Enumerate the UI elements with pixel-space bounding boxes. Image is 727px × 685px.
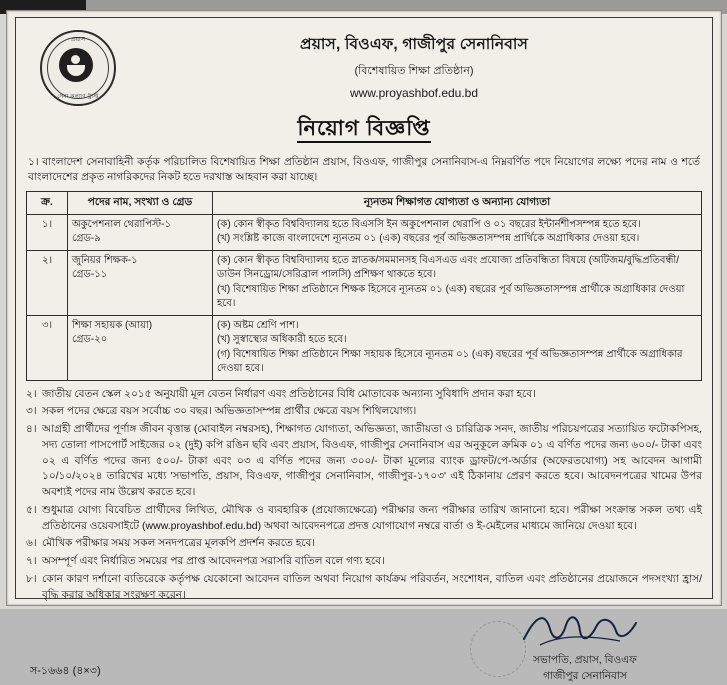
- list-item: [26, 422, 702, 501]
- list-item: [26, 572, 702, 604]
- signature-block: [26, 611, 702, 685]
- signatory-designation: সভাপতি, প্রয়াস, বিওএফ: [533, 654, 637, 667]
- row3-qual-b: (খ) সুস্বাস্থ্যের অধিকারী হতে হবে।: [217, 334, 347, 346]
- table-header-row: [27, 192, 702, 214]
- col-serial: ক্র.: [27, 192, 68, 214]
- row2-post-line2: গ্রেড-১১: [72, 269, 108, 281]
- clause-7-number: ৭।: [26, 555, 37, 568]
- signatory-place: গাজীপুর সেনানিবাস: [543, 670, 627, 683]
- row3-serial: ৩।: [27, 315, 68, 380]
- list-item: [26, 404, 702, 420]
- intro-paragraph: ১। বাংলাদেশ সেনাবাহিনী কর্তৃক পরিচালিত বিশেষায়িত শিক্ষা প্রতিষ্ঠান প্রয়াস, বিওএফ, গাজীপুর সেনানিবাস-এ নিম্নবর্ণিত পদে নিয়োগের লক্ষ্যে পদের নাম ও শর্তে বাংলাদেশের প্রকৃত নাগরিকদের নিকট হতে দরখাস্ত আহবান করা যাচ্ছে।: [28, 156, 700, 184]
- row2-post: [68, 250, 213, 315]
- letterhead: [26, 24, 702, 110]
- notice-title-wrap: [26, 112, 702, 147]
- clause-6-text: মৌখিক পরীক্ষার সময় সকল সনদপত্রের মূলকপি প্রদর্শন করতে হবে।: [42, 537, 316, 550]
- institution-logo-icon: [40, 30, 116, 106]
- row3-post-line1: শিক্ষা সহায়ক (আয়া): [72, 319, 153, 331]
- notice-border-box: [15, 17, 713, 683]
- posts-table: [26, 191, 702, 380]
- row3-qual-c: (গ) বিশেষায়িত শিক্ষা প্রতিষ্ঠানে শিক্ষা সহায়ক হিসেবে ন্যূনতম ০১ (এক) বছরের পূর্ব অভিজ্ঞতাসম্পন্ন প্রার্থীকে অগ্রাধিকার দেওয়া হবে।: [217, 348, 683, 375]
- logo-bottom-text: সেনা কল্যাণ ট্রাস্ট: [57, 94, 99, 100]
- list-item: [26, 554, 702, 570]
- clause-2-text: জাতীয় বেতন স্কেল ২০১৫ অনুযায়ী মূল বেতন নির্ধারণ এবং প্রতিষ্ঠানের বিধি মোতাবেক অন্যান্য সুবিধাদি প্রদান করা হবে।: [42, 387, 536, 400]
- organization-subtitle: (বিশেষায়িত শিক্ষা প্রতিষ্ঠান): [354, 65, 474, 77]
- row1-qualification: [213, 214, 702, 250]
- row3-qualification: [213, 315, 702, 380]
- col-qualification: ন্যূনতম শিক্ষাগত যোগ্যতা ও অন্যান্য যোগ্যতা: [213, 192, 702, 214]
- clause-3-number: ৩।: [26, 405, 37, 418]
- paper-sheet: [6, 10, 722, 683]
- table-row: [27, 250, 702, 315]
- row2-qual-a: (ক) কোন স্বীকৃত বিশ্ববিদ্যালয় হতে স্নাতক/সমমানসহ বিএসএড এবং প্রযোজ্য প্রতিবন্ধিতা বিষয়ে (অটিজম/বুদ্ধিপ্রতিবন্ধী/ডাউন সিনড্রোম/সেরিব্রাল পালসি) প্রশিক্ষণ থাকতে হবে।: [217, 254, 680, 281]
- row3-post-line2: গ্রেড-২০: [72, 334, 108, 346]
- clause-3-text: সকল পদের ক্ষেত্রে বয়স সর্বোচ্চ ৩০ বছর। অভিজ্ঞতাসম্পন্ন প্রার্থীর ক্ষেত্রে বয়স শিথিলযোগ্য।: [42, 405, 417, 418]
- clause-7-text: অসম্পূর্ণ এবং নির্ধারিত সময়ের পর প্রাপ্ত আবেদনপত্র সরাসরি বাতিল বলে গণ্য হবে।: [42, 555, 385, 568]
- clause-5-number: ৫।: [26, 503, 37, 516]
- row2-qualification: [213, 250, 702, 315]
- list-item: [26, 536, 702, 552]
- row1-post-line2: গ্রেড-৯: [72, 233, 101, 245]
- letterhead-text: [126, 24, 702, 100]
- organization-name: প্রয়াস, বিওএফ, গাজীপুর সেনানিবাস: [299, 36, 529, 53]
- notice-title-underline: নিয়োগ বিজ্ঞপ্তি: [297, 117, 430, 143]
- list-item: [26, 503, 702, 535]
- logo-top-text: প্রয়াস: [70, 37, 86, 43]
- row2-qual-b: (খ) বিশেষায়িত শিক্ষা প্রতিষ্ঠানে শিক্ষক হিসেবে ন্যূনতম ০১ (এক) বছরের পূর্ব অভিজ্ঞতাসম্পন্ন প্রার্থীকে অগ্রাধিকার দেওয়া হবে।: [217, 283, 685, 310]
- row1-qual-a: (ক) কোন স্বীকৃত বিশ্ববিদ্যালয় হতে বিএসসি ইন অকুপেশনাল থেরাপি ও ০১ বছরের ইন্টার্নশীপসম্পন্ন হতে হবে।: [217, 218, 641, 230]
- logo-emblem: [59, 48, 93, 82]
- table-row: [27, 315, 702, 380]
- clause-2-number: ২।: [26, 387, 37, 400]
- row1-post: [68, 214, 213, 250]
- organization-website: www.proyashbof.edu.bd: [349, 86, 479, 100]
- clause-8-number: ৮।: [26, 572, 37, 585]
- clause-4-text: আগ্রহী প্রার্থীদের পূর্ণাঙ্গ জীবন বৃত্তান্ত (মোবাইল নম্বরসহ), শিক্ষাগত যোগ্যতা, অভিজ্ঞতা, জাতীয়তা ও চারিত্রিক সনদ, জাতীয় পরিচয়পত্রের সত্যায়িত ফটোকপিসহ, সদ্য তোলা পাসপোর্ট সাইজের ০২ (দুই) কপি রঙিন ছবি এবং প্রয়াস, বিওএফ, গাজীপুর সেনানিবাস এর অনুকূলে ক্রমিক ০১ এ বর্ণিত পদের জন্য ৬০০/- টাকা এবং ০২ এ বর্ণিত পদের জন্য ৫০০/- টাকা এবং ০৩ এ বর্ণিত পদের জন্য ৩০০/- টাকা মূল্যের ব্যাংক ড্রাফট/পে-অর্ডার (অফেরতযোগ্য) সহ আবেদন আগামী ১০/১০/২০২৪ তারিখের মধ্যে 'সভাপতি, প্রয়াস, বিওএফ, গাজীপুর সেনানিবাস, গাজীপুর-১৭০৩' এই ঠিকানায় প্রেরণ করতে হবে। আবেদনপত্রের খামের উপর অবশ্যই পদের নাম উল্লেখ করতে হবে।: [42, 423, 702, 499]
- footer-code: স-১৬৬৪ (৪×৩): [30, 665, 101, 678]
- clause-list: [26, 387, 702, 604]
- list-item: [26, 387, 702, 403]
- row2-post-line1: জুনিয়র শিক্ষক-১: [72, 254, 138, 266]
- clause-4-number: ৪।: [26, 423, 37, 436]
- table-row: [27, 214, 702, 250]
- clause-6-number: ৬।: [26, 537, 37, 550]
- notice-title: [297, 112, 430, 147]
- clause-8-text: কোন কারণ দর্শানো ব্যতিরেকে কর্তৃপক্ষ যেকোনো আবেদন বাতিল অথবা নিয়োগ কার্যক্রম পরিবর্তন, সংশোধন, বাতিল এবং প্রতিষ্ঠানের প্রয়োজনে পদসংখ্যা হ্রাস/বৃদ্ধি করার অধিকার সংরক্ষণ করেন।: [42, 572, 702, 601]
- row3-post: [68, 315, 213, 380]
- clause-5-text: শুধুমাত্র যোগ্য বিবেচিত প্রার্থীদের লিখিত, মৌখিক ও ব্যবহারিক (প্রযোজ্যক্ষেত্রে) পরীক্ষার জন্য পরীক্ষার তারিখ জানানো হবে। পরীক্ষা সংক্রান্ত সকল তথ্য এই প্রতিষ্ঠানের ওয়েবসাইটে (www.proyashbof.edu.bd) অথবা আবেদনপত্রে প্রদত্ত যোগাযোগ নম্বরে বার্তা ও ই-মেইলের মাধ্যমে জানিয়ে দেওয়া হবে।: [42, 503, 702, 532]
- handwritten-signature-icon: [520, 609, 640, 649]
- row1-serial: ১।: [27, 214, 68, 250]
- row3-qual-a: (ক) অষ্টম শ্রেণি পাশ।: [217, 319, 299, 331]
- signature-caption: [490, 653, 680, 685]
- row1-qual-b: (খ) সংশ্লিষ্ট কাজে বাংলাদেশে ন্যূনতম ০১ (এক) বছরের পূর্ব অভিজ্ঞতাসম্পন্ন প্রার্থিকে অগ্রাধিকার দেওয়া হবে।: [217, 233, 640, 245]
- col-post: পদের নাম, সংখ্যা ও গ্রেড: [68, 192, 213, 214]
- row2-serial: ২।: [27, 250, 68, 315]
- row1-post-line1: অকুপেশনাল থেরাপিস্ট-১: [72, 218, 171, 230]
